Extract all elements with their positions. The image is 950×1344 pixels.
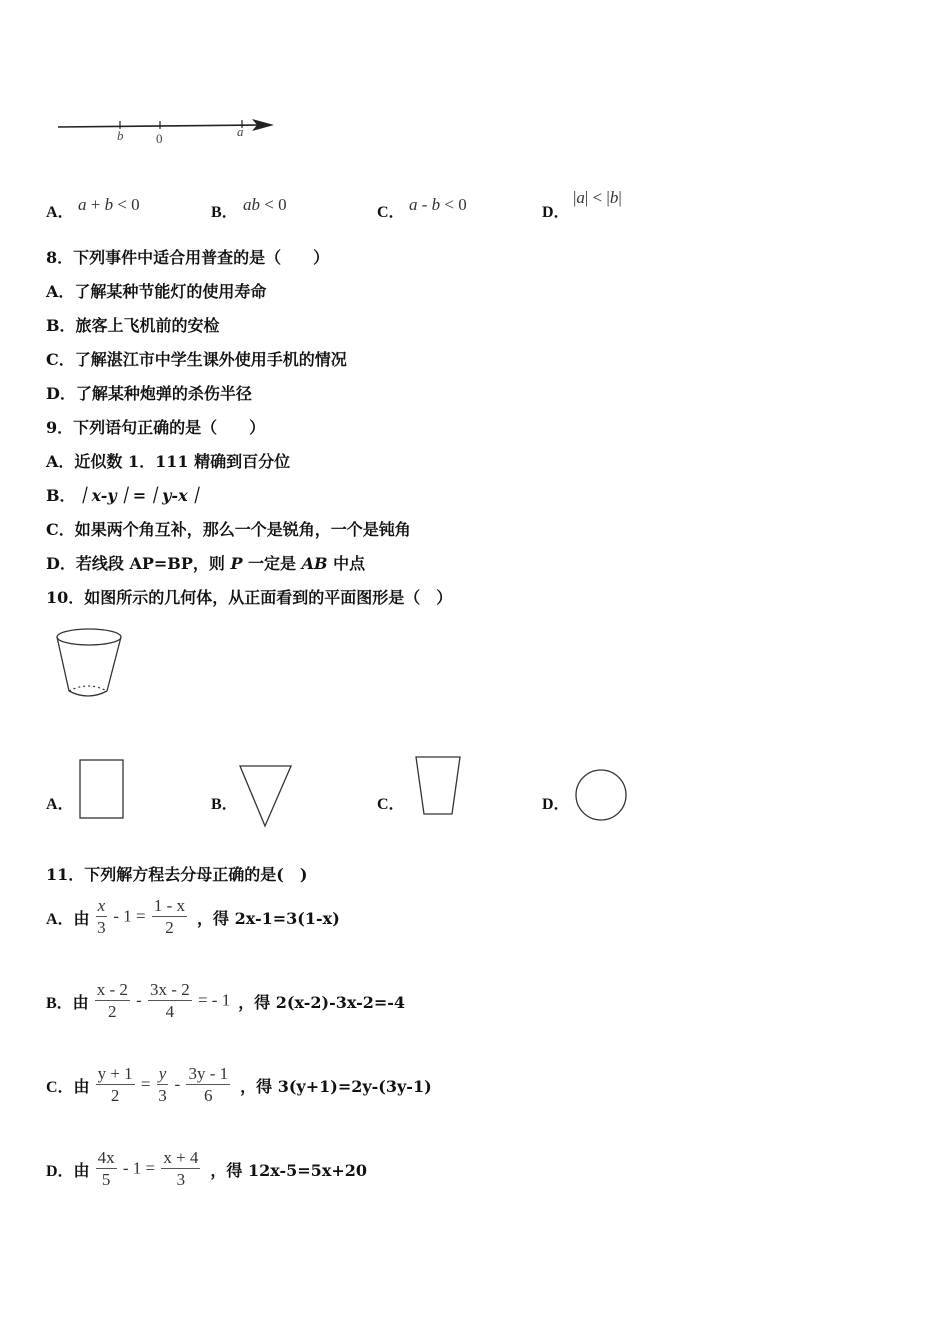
q11-d-n1: 4x: [97, 1148, 115, 1167]
number-line: [56, 112, 286, 152]
q7-c-var-a: a: [409, 195, 418, 214]
q11-a-d1: 3: [97, 918, 106, 937]
q11-b-d2: 4: [165, 1002, 175, 1021]
q11-d-n2: x + 4: [163, 1148, 199, 1167]
q9-option-b: [46, 483, 204, 506]
q11-c-d3: 6: [204, 1086, 213, 1105]
q11-b-n1: x - 2: [96, 980, 128, 999]
q9-d-ab: AB: [301, 554, 328, 573]
q11-d-equation: [94, 1148, 203, 1191]
q11-d-mid: - 1 =: [122, 1158, 156, 1178]
q7-a-rel: < 0: [117, 195, 140, 214]
q11-d-label: D．由: [46, 1163, 90, 1180]
q11-c-mid2: -: [174, 1074, 181, 1094]
q11-a-mid: - 1 =: [113, 906, 146, 926]
q11-c-result: ，得 3(y+1)=2y-(3y-1): [240, 1077, 432, 1096]
q9-option-c: C．如果两个角互补，那么一个是锐角，一个是钝角: [46, 520, 411, 539]
q9-option-d: [46, 551, 365, 574]
numberline-label-b: b: [117, 128, 124, 143]
q7-b-expr: ab: [243, 195, 260, 214]
q11-stem: 11．下列解方程去分母正确的是( ): [46, 865, 308, 884]
q9-d-pre: D．若线段 AP=BP，则: [46, 554, 231, 573]
q7-option-c-expr: [409, 195, 467, 215]
q8-option-d: D．了解某种炮弹的杀伤半径: [46, 384, 252, 403]
q11-option-b: [46, 980, 405, 1023]
q7-d-var-b: b: [609, 188, 619, 207]
q7-a-var-a: a: [78, 195, 87, 214]
q9-stem: 9．下列语句正确的是（ ）: [46, 418, 266, 437]
q10-option-d-label: D．: [542, 796, 570, 813]
q11-a-n2: 1 - x: [153, 896, 186, 915]
q11-b-rhs: = - 1: [197, 990, 231, 1010]
cup-solid-figure: [55, 626, 125, 702]
q11-c-n3: 3y - 1: [188, 1064, 229, 1083]
q11-d-result: ，得 12x-5=5x+20: [210, 1161, 368, 1180]
q7-option-d-label: D．: [542, 204, 570, 221]
q7-option-a-expr: [78, 195, 140, 215]
q11-a-label: A．由: [46, 911, 90, 928]
q11-b-mid: -: [136, 990, 142, 1010]
q7-d-var-a: a: [576, 188, 585, 207]
numberline-label-0: 0: [156, 131, 163, 146]
q11-d-d2: 3: [176, 1170, 186, 1189]
q9-option-b-label: B．: [46, 486, 76, 505]
q11-option-d: [46, 1148, 367, 1191]
q7-a-var-b: b: [104, 195, 114, 214]
q7-option-b-label: B．: [211, 204, 238, 221]
q8-stem: 8．下列事件中适合用普查的是（ ）: [46, 248, 330, 267]
q7-c-rel: < 0: [444, 195, 467, 214]
q8-option-b: B．旅客上飞机前的安检: [46, 316, 220, 335]
q7-c-var-b: b: [431, 195, 441, 214]
q11-b-label: B．由: [46, 995, 89, 1012]
q11-c-mid1: =: [140, 1074, 151, 1094]
q7-a-op: +: [90, 195, 101, 214]
q9-d-p: P: [230, 554, 243, 573]
q7-b-rel: < 0: [264, 195, 287, 214]
trapezoid-shape: [414, 755, 464, 817]
q7-option-b-expr: [243, 195, 287, 215]
q11-b-result: ，得 2(x-2)-3x-2=-4: [238, 993, 406, 1012]
q9-d-post: 中点: [327, 554, 366, 573]
q10-stem: 10．如图所示的几何体，从正面看到的平面图形是（ ）: [46, 588, 453, 607]
q11-b-equation: [93, 980, 231, 1023]
q8-option-c: C．了解湛江市中学生课外使用手机的情况: [46, 350, 347, 369]
inverted-triangle-shape: [238, 764, 294, 828]
q7-option-d-expr: |a| < |b|: [573, 188, 622, 207]
q7-d-rel: <: [592, 188, 603, 207]
q10-option-c-label: C．: [377, 796, 405, 813]
q11-c-d2: 3: [158, 1086, 167, 1105]
q7-option-a-label: A．: [46, 204, 74, 221]
q11-a-result: ，得 2x-1=3(1-x): [197, 909, 340, 928]
q11-option-a: [46, 896, 340, 939]
q11-option-c: [46, 1064, 432, 1107]
q11-a-n1: x: [97, 896, 106, 915]
q11-a-d2: 2: [165, 918, 174, 937]
q9-option-a: A．近似数 1．111 精确到百分位: [46, 452, 291, 471]
q7-c-op: -: [421, 195, 428, 214]
q11-a-equation: [94, 896, 189, 939]
q11-c-d1: 2: [110, 1086, 120, 1105]
q11-d-d1: 5: [101, 1170, 111, 1189]
q9-option-b-text: ｜x-y｜=｜y-x｜: [75, 486, 204, 505]
q11-b-n2: 3x - 2: [150, 980, 190, 999]
q11-c-n1: y + 1: [97, 1064, 133, 1083]
q10-option-b-label: B．: [211, 796, 238, 813]
q9-d-mid: 一定是: [242, 554, 302, 573]
q8-option-a: A．了解某种节能灯的使用寿命: [46, 282, 267, 301]
q11-c-equation: [94, 1064, 233, 1107]
rectangle-shape: [79, 759, 125, 821]
q11-c-label: C．由: [46, 1079, 90, 1096]
q10-option-a-label: A．: [46, 796, 74, 813]
q11-b-d1: 2: [108, 1002, 117, 1021]
circle-shape: [574, 769, 630, 823]
numberline-label-a: a: [237, 124, 244, 139]
q7-option-c-label: C．: [377, 204, 405, 221]
q11-c-n2: y: [158, 1064, 167, 1083]
